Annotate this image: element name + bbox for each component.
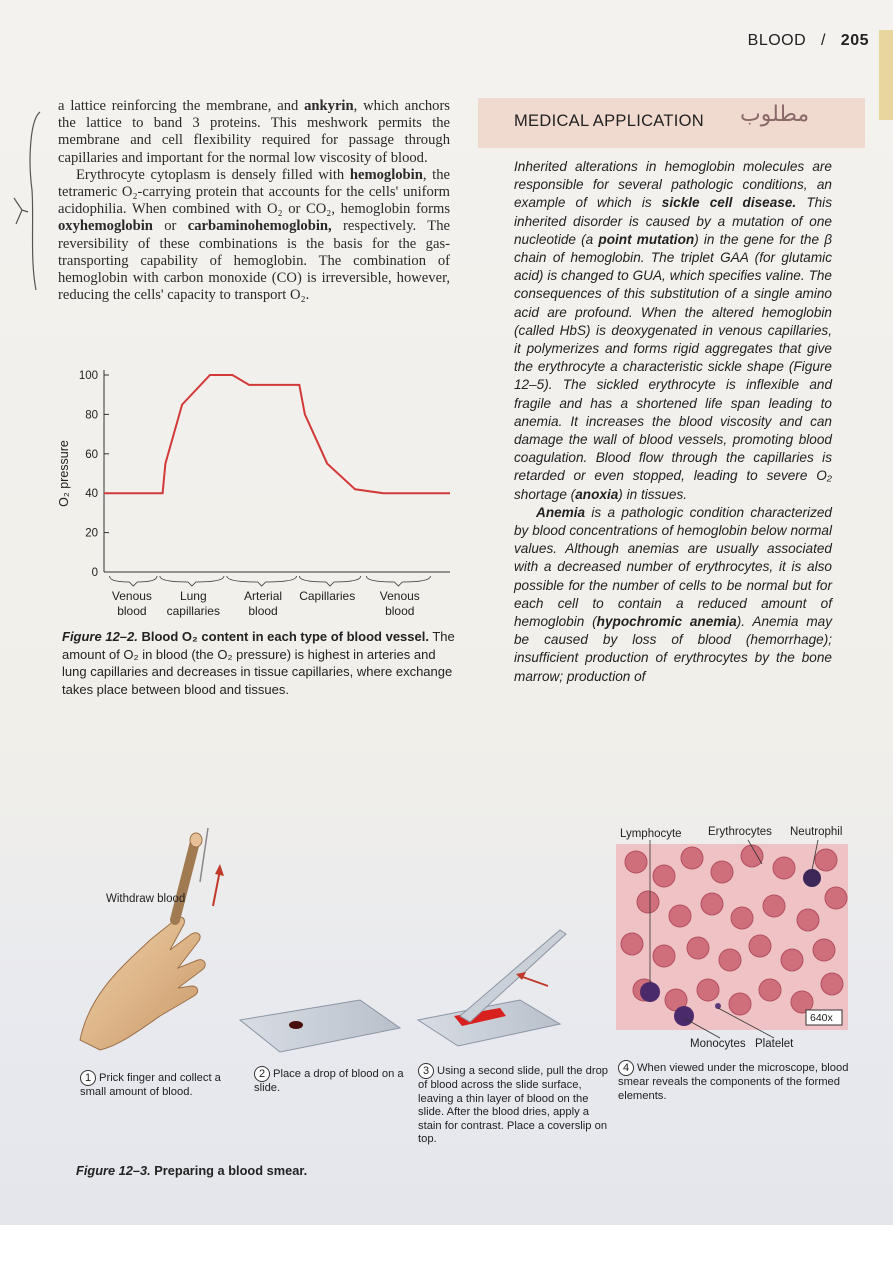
monocytes-label: Monocytes xyxy=(690,1038,746,1050)
y-tick-label: 60 xyxy=(85,448,98,461)
blood-smear-micrograph xyxy=(616,840,848,1038)
y-tick-label: 40 xyxy=(85,488,98,501)
figure-label: Figure 12–3. xyxy=(76,1163,151,1178)
page-number: 205 xyxy=(840,32,869,49)
slide-with-drop xyxy=(240,1000,400,1052)
step-number: 1 xyxy=(80,1070,96,1086)
y-tick-label: 100 xyxy=(78,370,98,382)
y-tick-label: 20 xyxy=(85,527,98,540)
paragraph: Erythrocyte cytoplasm is densely filled with hemoglobin, the tetrameric O₂-carrying protein that accounts for the cells' uniform acidophilia. When combined with O₂ or CO₂, hemoglobin forms oxyhemoglobin or carbaminohemoglobin, respectively. The reversibility of these combinations is the basis for the gas-transporting capability of hemoglobin. The combination of hemoglobin with carbon monoxide (CO) is irreversible, however, reducing the cells' capacity to transport O₂. xyxy=(58,166,450,304)
paragraph: Inherited alterations in hemoglobin molecules are responsible for several pathologic conditions, an example of which is sickle cell disease. This inherited disorder is caused by a mutation of one nucleotide (a point mutation) in the gene for the β chain of hemoglobin. The triplet GAA (for glutamic acid) is changed to GUA, which specifies valine. The consequences of this substitution of a single amino acid are profound. When the altered hemoglobin (called HbS) is deoxygenated in venous capillaries, it polymerizes and forms rigid aggregates that give the erythrocyte a characteristic sickle shape (Figure 12–5). The sickled erythrocyte is inflexible and fragile and has a shortened life span leading to anemia. It increases the blood viscosity and can damage the wall of blood vessels, promoting blood coagulation. Blood flow through the capillaries is retarded or even stopped, leading to severe O₂ shortage (anoxia) in tissues. xyxy=(514,159,832,502)
x-category-label: capillaries xyxy=(166,604,220,618)
withdraw-blood-label: Withdraw blood xyxy=(106,893,186,905)
x-category-label: blood xyxy=(248,604,278,618)
margin-bracket-annotation xyxy=(0,100,60,300)
step-4 xyxy=(618,1060,850,1103)
figure-12-3-caption xyxy=(76,1163,307,1178)
hand-drawing xyxy=(80,833,205,1050)
step-1 xyxy=(80,1070,250,1100)
category-bracket xyxy=(110,576,157,586)
platelet-label: Platelet xyxy=(755,1038,794,1050)
x-category-label: blood xyxy=(385,604,415,618)
x-category-label: blood xyxy=(117,604,147,618)
step-number: 4 xyxy=(618,1060,634,1076)
step-3 xyxy=(418,1063,614,1147)
figure-title: Preparing a blood smear. xyxy=(150,1163,308,1178)
figure-12-2-caption xyxy=(62,628,458,698)
figure-label: Figure 12–2. xyxy=(62,629,138,644)
y-axis-title: O₂ pressure xyxy=(57,440,71,507)
handwritten-note: مطلوب xyxy=(740,102,810,127)
header-separator: / xyxy=(821,32,826,49)
step-text: When viewed under the microscope, blood smear reveals the components of the formed elements. xyxy=(618,1062,849,1102)
medical-application-text xyxy=(514,158,832,686)
erythrocytes-label: Erythrocytes xyxy=(708,826,772,838)
category-bracket xyxy=(227,576,297,586)
step-text: Place a drop of blood on a slide. xyxy=(254,1068,404,1094)
category-bracket xyxy=(366,576,430,586)
section-title: BLOOD xyxy=(747,32,807,49)
left-body-text xyxy=(58,98,450,304)
step-number: 2 xyxy=(254,1066,270,1082)
x-category-label: Venous xyxy=(379,589,420,603)
step-number: 3 xyxy=(418,1063,434,1079)
page-edge-tab xyxy=(879,30,893,120)
x-category-label: Capillaries xyxy=(299,589,356,603)
medical-application-title: MEDICAL APPLICATION xyxy=(514,112,704,130)
smear-slides xyxy=(418,930,566,1046)
step-text: Using a second slide, pull the drop of blood across the slide surface, leaving a thin layer of blood on the slide. After the blood dries, apply a stain for contrast. Place a coverslip on top. xyxy=(418,1065,609,1146)
neutrophil-label: Neutrophil xyxy=(790,826,843,838)
magnification-label: 640x xyxy=(810,1012,833,1024)
paragraph: Anemia is a pathologic condition characterized by blood concentrations of hemoglobin below normal values. Although anemias are usually associated with a decreased number of erythrocytes, it is also possible for the number of cells to be normal but for each cell to contain a reduced amount of hemoglobin (hypochromic anemia). Anemia may be caused by loss of blood (hemorrhage); insufficient production of erythrocytes by the bone marrow; production of xyxy=(514,504,833,684)
category-bracket xyxy=(160,576,224,586)
running-header xyxy=(748,32,869,50)
lymphocyte-label: Lymphocyte xyxy=(620,828,682,840)
y-tick-label: 80 xyxy=(85,409,98,422)
figure-text: The amount of O₂ in blood (the O₂ pressure) is highest in arteries and lung capillaries and decreases in tissue capillaries, where exchange takes place between blood and tissues. xyxy=(62,629,455,697)
x-category-label: Venous xyxy=(111,589,152,603)
x-category-label: Arterial xyxy=(244,589,283,603)
o2-pressure-chart xyxy=(54,360,454,625)
y-tick-label: 0 xyxy=(91,567,98,579)
o2-series-line xyxy=(104,375,450,493)
step-text: Prick finger and collect a small amount of blood. xyxy=(80,1072,221,1098)
x-category-label: Lung xyxy=(179,589,207,603)
lancet-arrow xyxy=(200,828,224,906)
category-bracket xyxy=(299,576,360,586)
figure-title: Blood O₂ content in each type of blood vessel. xyxy=(137,629,429,644)
paragraph: a lattice reinforcing the membrane, and ankyrin, which anchors the lattice to band 3 proteins. This meshwork permits the membrane and cell flexibility required for passage through capillaries and important for the normal low viscosity of blood. xyxy=(58,98,450,166)
step-2 xyxy=(254,1066,404,1096)
